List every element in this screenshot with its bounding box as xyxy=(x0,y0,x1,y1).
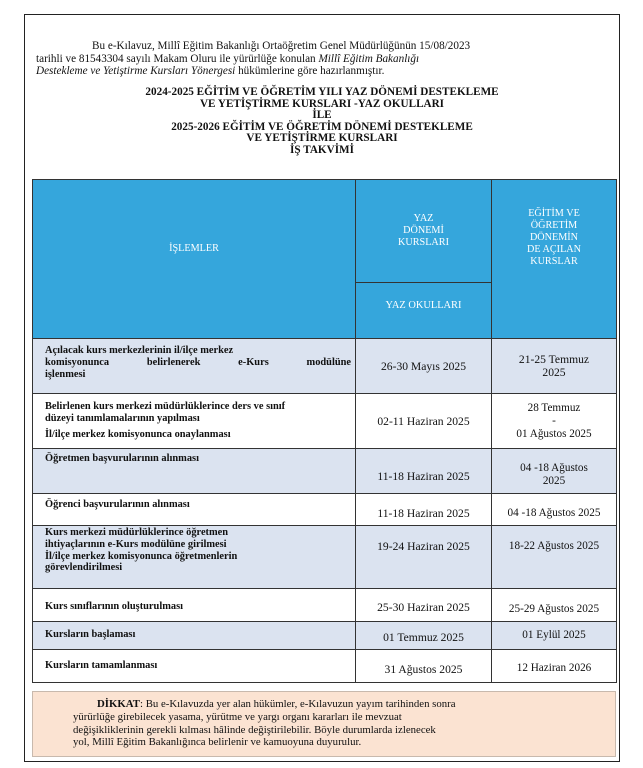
title-line: İLE xyxy=(312,109,332,122)
task-cell: Açılacak kurs merkezlerinin il/ilçe merkez komisyonunca belirlenerek e-Kurs modülüne işlenmesi xyxy=(33,339,356,394)
summer-date-cell: 31 Ağustos 2025 xyxy=(356,650,492,683)
task-cell: Belirlenen kurs merkezi müdürlüklerince ders ve sınıf düzeyi tanımlamalarının yapılması İl/ilçe merkez komisyonunca onaylanması xyxy=(33,394,356,449)
header-summer-courses: YAZ DÖNEMİ KURSLARI xyxy=(356,180,492,283)
task-cell: Öğretmen başvurularının alınması xyxy=(33,449,356,494)
table-row xyxy=(33,622,617,650)
intro-line-1: Bu e-Kılavuz, Millî Eğitim Bakanlığı Ortaöğretim Genel Müdürlüğünün 15/08/2023 xyxy=(92,40,471,52)
header-term-courses: EĞİTİM VE ÖĞRETİM DÖNEMİN DE AÇILAN KURSLAR xyxy=(492,180,617,339)
term-date-cell: 18-22 Ağustos 2025 xyxy=(492,526,617,589)
intro-line-2b: Millî Eğitim Bakanlığı xyxy=(318,52,420,65)
summer-date-cell: 02-11 Haziran 2025 xyxy=(356,394,492,449)
task-cell: Kursların tamamlanması xyxy=(33,650,356,683)
table-row xyxy=(33,494,617,526)
summer-date-cell: 19-24 Haziran 2025 xyxy=(356,526,492,589)
title-line: 2024-2025 EĞİTİM VE ÖĞRETİM YILI YAZ DÖNEMİ DESTEKLEME xyxy=(145,86,499,98)
term-date-cell: 12 Haziran 2026 xyxy=(492,650,617,683)
summer-date-cell: 11-18 Haziran 2025 xyxy=(356,449,492,494)
term-date-cell: 04 -18 Ağustos 2025 xyxy=(492,449,617,494)
title-line: VE YETİŞTİRME KURSLARI -YAZ OKULLARI xyxy=(199,97,445,110)
term-date-cell: 04 -18 Ağustos 2025 xyxy=(492,494,617,526)
notice-box xyxy=(32,691,616,757)
intro-paragraph xyxy=(36,40,606,78)
header-operations: İŞLEMLER xyxy=(33,180,356,339)
intro-line-2a: tarihli ve 81543304 sayılı Makam Oluru ile yürürlüğe konulan xyxy=(36,52,319,65)
table-row xyxy=(33,394,617,449)
term-date-cell: 21-25 Temmuz 2025 xyxy=(492,339,617,394)
term-date-cell: 25-29 Ağustos 2025 xyxy=(492,589,617,622)
intro-line-3b: hükümlerine göre hazırlanmıştır. xyxy=(235,65,385,78)
table-row xyxy=(33,339,617,394)
intro-line-3a: Destekleme ve Yetiştirme Kursları Yönergesi xyxy=(36,65,236,78)
notice-line: : Bu e-Kılavuzda yer alan hükümler, e-Kılavuzun yayım tarihinden sonra xyxy=(140,698,456,710)
title-line: İŞ TAKVİMİ xyxy=(290,143,354,156)
term-date-cell: 01 Eylül 2025 xyxy=(492,622,617,650)
schedule-table xyxy=(32,179,617,683)
task-cell: Öğrenci başvurularının alınması xyxy=(33,494,356,526)
title-line: 2025-2026 EĞİTİM VE ÖĞRETİM DÖNEMİ DESTEKLEME xyxy=(171,120,473,133)
table-row xyxy=(33,589,617,622)
term-date-cell: 28 Temmuz - 01 Ağustos 2025 xyxy=(492,394,617,449)
document-title xyxy=(30,87,614,157)
table-row xyxy=(33,526,617,589)
summer-date-cell: 11-18 Haziran 2025 xyxy=(356,494,492,526)
summer-date-cell: 26-30 Mayıs 2025 xyxy=(356,339,492,394)
task-cell: Kurs merkezi müdürlüklerince öğretmen ihtiyaçlarının e-Kurs modülüne girilmesi İl/ilçe merkez komisyonunca öğretmenlerin görevlendirilmesi xyxy=(33,526,356,589)
notice-line: yürürlüğe girebilecek yasama, yürütme ve yargı organı kararları ile mevzuat xyxy=(73,710,402,723)
table-row xyxy=(33,449,617,494)
title-line: VE YETİŞTİRME KURSLARI xyxy=(246,132,398,145)
header-summer-schools: YAZ OKULLARI xyxy=(356,283,492,339)
task-cell: Kursların başlaması xyxy=(33,622,356,650)
notice-label: DİKKAT xyxy=(97,698,140,710)
task-cell: Kurs sınıflarının oluşturulması xyxy=(33,589,356,622)
notice-line: değişikliklerinin gerekli kılması hâlinde değiştirilebilir. Böyle durumlarda izlenecek xyxy=(73,723,436,736)
summer-date-cell: 25-30 Haziran 2025 xyxy=(356,589,492,622)
table-row xyxy=(33,650,617,683)
notice-line: yol, Millî Eğitim Bakanlığınca belirlenir ve kamuoyuna duyurulur. xyxy=(73,736,362,749)
summer-date-cell: 01 Temmuz 2025 xyxy=(356,622,492,650)
